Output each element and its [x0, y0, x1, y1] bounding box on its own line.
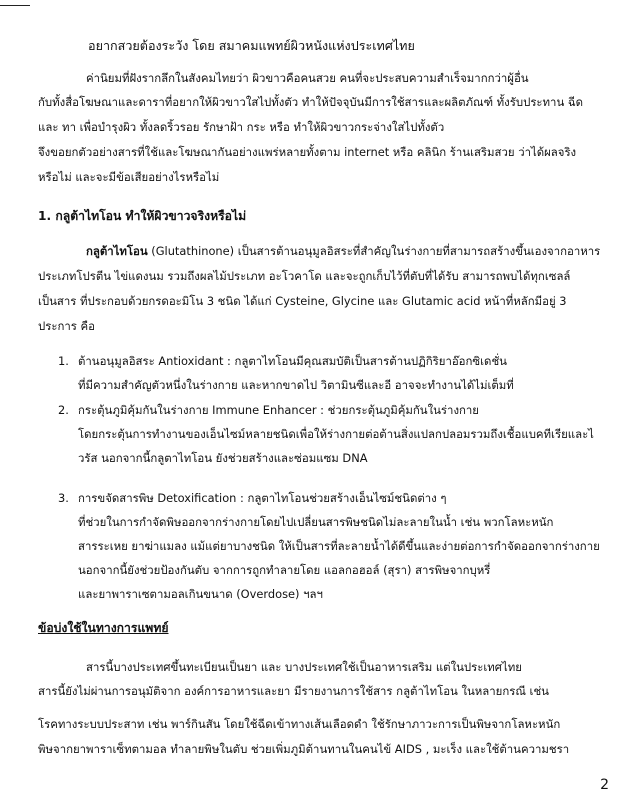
list-item-1-line-2: ที่มีความสำคัญตัวหนึ่งในร่างกาย และหากขาดไป วิตามินซีและอี อาจจะทำงานได้ไม่เต็มที่ — [78, 378, 514, 392]
list-item-3-line-4: นอกจากนี้ยังช่วยป้องกันตับ จากการถูกทำลายโดย แอลกอฮอล์ (สุรา) สารพิษจากบุหรี่ — [78, 563, 491, 577]
list-item-number: 1. — [58, 354, 69, 368]
intro-line-3: และ ทา เพื่อบำรุงผิว ทั้งลดริ้วรอย รักษาฝ้า กระ หรือ ทำให้ผิวขาวกระจ่างใสไปทั้งตัว — [38, 120, 445, 134]
section2-heading: ข้อบ่งใช้ในทางการแพทย์ — [38, 621, 169, 635]
section1-heading: 1. กลูต้าไทโอน ทำให้ผิวขาวจริงหรือไม่ — [38, 209, 247, 223]
list-item-2-line-3: วรัส นอกจากนี้กลูตาไทโอน ยังช่วยสร้างและซ่อมแซม DNA — [78, 451, 368, 465]
list-item-2-line-1: กระตุ้นภูมิคุ้มกันในร่างกาย Immune Enhancer : ช่วยกระตุ้นภูมิคุ้มกันในร่างกาย — [78, 403, 479, 417]
list-item-3-line-5: และยาพาราเซตามอลเกินขนาด (Overdose) ฯลฯ — [78, 587, 323, 601]
section2-para-line-1: สารนี้บางประเทศขึ้นทะเบียนเป็นยา และ บางประเทศใช้เป็นอาหารเสริม แต่ในประเทศไทย — [86, 660, 522, 674]
list-item-2-line-2: โดยกระตุ้นการทำงานของเอ็นไซม์หลายชนิดเพื่อให้ร่างกายต่อต้านสิ่งแปลกปลอมรวมถึงเชื้อแบคทีเรียและไ — [78, 427, 594, 441]
section1-para-line-1 — [86, 243, 600, 259]
glutathione-term: กลูต้าไทโอน — [86, 244, 148, 258]
intro-line-5: หรือไม่ และจะมีข้อเสียอย่างไรหรือไม่ — [38, 170, 220, 184]
list-item-3-line-2: ที่ช่วยในการกำจัดพิษออกจากร่างกายโดยไปเปลี่ยนสารพิษชนิดไม่ละลายในน้ำ เช่น พวกโลหะหนัก — [78, 515, 554, 529]
section1-para-line-4: ประการ คือ — [38, 319, 95, 333]
list-item-1-line-1: ต้านอนุมูลอิสระ Antioxidant : กลูตาไทโอนมีคุณสมบัติเป็นสารต้านปฏิกิริยาอ๊อกซิเดชั่น — [78, 354, 507, 368]
section1-para-line-2: ประเภทโปรตีน ไข่แดงนม รวมถึงผลไม้ประเภท อะโวคาโด และจะถูกเก็บไว้ที่ตับที่ได้รับ สามารถพบได้ทุกเซลล์ — [38, 269, 571, 283]
section1-para-line-1-text: (Glutathinone) เป็นสารต้านอนุมูลอิสระที่สำคัญในร่างกายที่สามารถสร้างขึ้นเองจากอาหาร — [147, 244, 601, 258]
corner-mark — [0, 5, 30, 6]
list-item-number: 3. — [58, 491, 69, 505]
intro-line-1: ค่านิยมที่ฝังรากลึกในสังคมไทยว่า ผิวขาวคือคนสวย คนที่จะประสบความสำเร็จมากกว่าผู้อื่น — [86, 71, 529, 85]
list-item-number: 2. — [58, 403, 69, 417]
intro-line-4: จึงขอยกตัวอย่างสารที่ใช้และโฆษณากันอย่างแพร่หลายทั้งตาม internet หรือ คลินิก ร้านเสริมสวย ว่าได้ผลจริง — [38, 145, 577, 159]
section1-para-line-3: เป็นสาร ที่ประกอบด้วยกรดอะมิโน 3 ชนิด ได้แก่ Cysteine, Glycine และ Glutamic acid หน้าที่หลักมีอยู่ 3 — [38, 294, 567, 308]
intro-line-2: กับทั้งสื่อโฆษณาและดาราที่อยากให้ผิวขาวใสไปทั้งตัว ทำให้ปัจจุบันมีการใช้สารและผลิตภัณฑ์ ทั้งรับประทาน ฉีด — [38, 95, 584, 109]
section2-para-line-2: สารนี้ยังไม่ผ่านการอนุมัติจาก องค์การอาหารและยา มีรายงานการใช้สาร กลูต้าไทโอน ในหลายกรณี เช่น — [38, 684, 549, 698]
list-item-3-line-3: สารระเหย ยาฆ่าแมลง แม้แต่ยาบางชนิด ให้เป็นสารที่ละลายน้ำได้ดีขึ้นและง่ายต่อการกำจัดออกจากร่างกาย — [78, 539, 600, 553]
list-item-3-line-1: การขจัดสารพิษ Detoxification : กลูตาไทโอนช่วยสร้างเอ็นไซม์ชนิดต่าง ๆ — [78, 491, 447, 505]
document-title: อยากสวยต้องระวัง โดย สมาคมแพทย์ผิวหนังแห่งประเทศไทย — [88, 38, 415, 53]
section2-para2-line-1: โรคทางระบบประสาท เช่น พาร์กินสัน โดยใช้ฉีดเข้าทางเส้นเลือดดำ ใช้รักษาภาวะการเป็นพิษจากโลหะหนัก — [38, 717, 561, 731]
section2-para2-line-2: พิษจากยาพาราเซ็ทตามอล ทำลายพิษในตับ ช่วยเพิ่มภูมิต้านทานในคนไข้ AIDS , มะเร็ง และใช้ต้านความชรา — [38, 742, 570, 756]
page-number: 2 — [600, 777, 609, 793]
